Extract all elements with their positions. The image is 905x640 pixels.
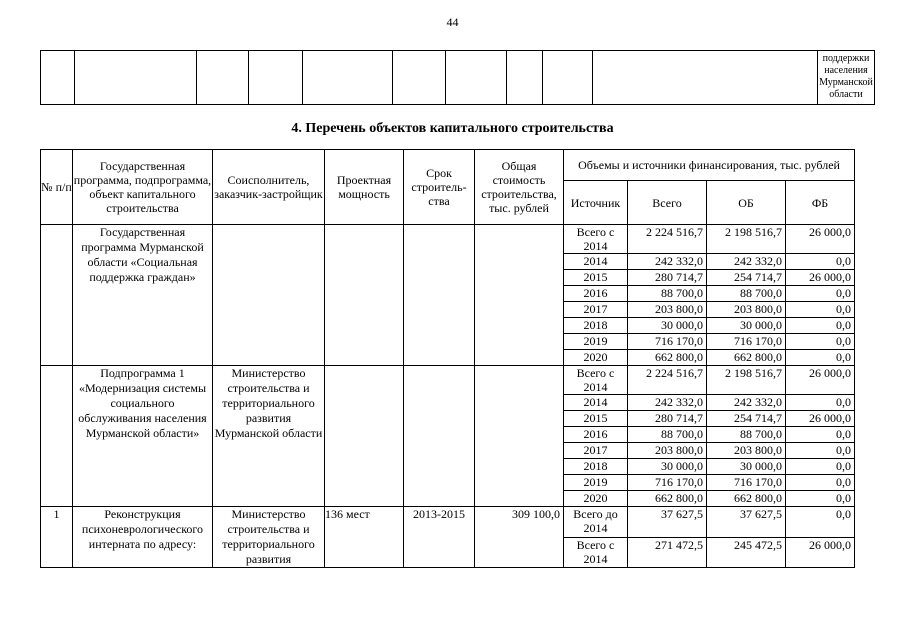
empty-cell: [393, 51, 446, 105]
cell-ob: 662 800,0: [707, 350, 786, 366]
cell-source: 2014: [564, 395, 628, 411]
cell-fb: 0,0: [786, 350, 855, 366]
cell-fb: 0,0: [786, 427, 855, 443]
cell-ob: 30 000,0: [707, 459, 786, 475]
cell-fb: 26 000,0: [786, 270, 855, 286]
cell-fb: 26 000,0: [786, 411, 855, 427]
cell-fb: 0,0: [786, 254, 855, 270]
cell-source: Всего с 2014: [564, 225, 628, 254]
header-source: Источник: [564, 181, 628, 225]
cell-ob: 88 700,0: [707, 286, 786, 302]
cell-fb: 26 000,0: [786, 225, 855, 254]
cell-total: 271 472,5: [628, 537, 707, 568]
header-contractor: Соисполнитель, заказчик-застройщик: [213, 150, 325, 225]
row-program: Подпрограмма 1 «Модернизация системы социального обслуживания населения Мурманской области»: [73, 366, 213, 507]
row-program: Реконструкция психоневрологического интерната по адресу:: [73, 507, 213, 568]
cell-ob: 203 800,0: [707, 443, 786, 459]
cell-ob: 203 800,0: [707, 302, 786, 318]
row-term: [404, 366, 475, 507]
empty-cell: [75, 51, 197, 105]
cell-total: 716 170,0: [628, 475, 707, 491]
header-num: № п/п: [41, 150, 73, 225]
cell-source: 2018: [564, 459, 628, 475]
row-contractor: [213, 225, 325, 366]
cell-total: 88 700,0: [628, 427, 707, 443]
empty-cell: [543, 51, 593, 105]
empty-cell: [249, 51, 303, 105]
table-row: [41, 366, 855, 395]
cell-total: 37 627,5: [628, 507, 707, 538]
cell-fb: 0,0: [786, 334, 855, 350]
cell-fb: 0,0: [786, 286, 855, 302]
cell-ob: 37 627,5: [707, 507, 786, 538]
section-title: 4. Перечень объектов капитального строительства: [291, 121, 614, 136]
row-term: 2013-2015: [404, 507, 475, 568]
empty-cell: [593, 51, 818, 105]
cell-total: 662 800,0: [628, 350, 707, 366]
row-num: [41, 225, 73, 366]
previous-page-table-fragment: [40, 50, 875, 105]
cell-fb: 26 000,0: [786, 537, 855, 568]
cell-ob: 242 332,0: [707, 254, 786, 270]
cell-source: 2019: [564, 334, 628, 350]
cell-source: Всего с 2014: [564, 366, 628, 395]
cell-fb: 0,0: [786, 491, 855, 507]
cell-source: 2015: [564, 270, 628, 286]
cell-source: 2016: [564, 427, 628, 443]
cell-source: 2016: [564, 286, 628, 302]
header-fb: ФБ: [786, 181, 855, 225]
cell-total: 242 332,0: [628, 395, 707, 411]
cell-source: 2020: [564, 491, 628, 507]
table-row: [41, 507, 855, 538]
cell-fb: 26 000,0: [786, 366, 855, 395]
cell-ob: 88 700,0: [707, 427, 786, 443]
header-funding-group: Объемы и источники финансирования, тыс. рублей: [564, 150, 855, 181]
cell-source: Всего до 2014: [564, 507, 628, 538]
cell-total: 280 714,7: [628, 270, 707, 286]
header-ob: ОБ: [707, 181, 786, 225]
table-row: [41, 225, 855, 254]
cell-ob: 254 714,7: [707, 411, 786, 427]
page-number: 44: [446, 15, 459, 29]
empty-cell: [507, 51, 543, 105]
cell-ob: 2 198 516,7: [707, 366, 786, 395]
cell-fb: 0,0: [786, 318, 855, 334]
cell-source: 2014: [564, 254, 628, 270]
cell-fb: 0,0: [786, 459, 855, 475]
row-total-cost: [475, 225, 564, 366]
cell-source: Всего с 2014: [564, 537, 628, 568]
empty-cell: [446, 51, 507, 105]
cell-total: 203 800,0: [628, 302, 707, 318]
row-capacity: 136 мест: [325, 507, 404, 568]
cell-ob: 245 472,5: [707, 537, 786, 568]
cell-total: 280 714,7: [628, 411, 707, 427]
cell-ob: 2 198 516,7: [707, 225, 786, 254]
cell-total: 2 224 516,7: [628, 366, 707, 395]
cell-source: 2015: [564, 411, 628, 427]
row-term: [404, 225, 475, 366]
header-program: Государственная программа, подпрограмма, объект капитального строительства: [73, 150, 213, 225]
empty-cell: [303, 51, 393, 105]
cell-ob: 716 170,0: [707, 334, 786, 350]
row-capacity: [325, 366, 404, 507]
header-total: Всего: [628, 181, 707, 225]
cell-ob: 662 800,0: [707, 491, 786, 507]
cell-total: 30 000,0: [628, 318, 707, 334]
header-term: Срок строитель-ства: [404, 150, 475, 225]
cell-total: 30 000,0: [628, 459, 707, 475]
cell-source: 2020: [564, 350, 628, 366]
empty-cell: [197, 51, 249, 105]
cell-total: 203 800,0: [628, 443, 707, 459]
row-total-cost: [475, 366, 564, 507]
empty-cell: [41, 51, 75, 105]
cell-total: 2 224 516,7: [628, 225, 707, 254]
row-program: Государственная программа Мурманской области «Социальная поддержка граждан»: [73, 225, 213, 366]
cell-total: 242 332,0: [628, 254, 707, 270]
row-contractor: Министерство строительства и территориального развития: [213, 507, 325, 568]
cell-fb: 0,0: [786, 302, 855, 318]
row-capacity: [325, 225, 404, 366]
cell-source: 2017: [564, 302, 628, 318]
cell-fb: 0,0: [786, 443, 855, 459]
cell-total: 662 800,0: [628, 491, 707, 507]
cell-ob: 254 714,7: [707, 270, 786, 286]
cell-source: 2017: [564, 443, 628, 459]
row-total-cost: 309 100,0: [475, 507, 564, 568]
header-total-cost: Общая стоимость строительства, тыс. рублей: [475, 150, 564, 225]
fragment-last-cell: поддержки населения Мурманской области: [818, 51, 875, 105]
header-capacity: Проектная мощность: [325, 150, 404, 225]
row-contractor: Министерство строительства и территориального развития Мурманской области: [213, 366, 325, 507]
row-num: [41, 366, 73, 507]
cell-fb: 0,0: [786, 507, 855, 538]
cell-total: 88 700,0: [628, 286, 707, 302]
cell-ob: 716 170,0: [707, 475, 786, 491]
cell-source: 2018: [564, 318, 628, 334]
cell-ob: 30 000,0: [707, 318, 786, 334]
cell-fb: 0,0: [786, 475, 855, 491]
capital-construction-table: [40, 149, 855, 568]
cell-source: 2019: [564, 475, 628, 491]
row-num: 1: [41, 507, 73, 568]
cell-fb: 0,0: [786, 395, 855, 411]
cell-ob: 242 332,0: [707, 395, 786, 411]
cell-total: 716 170,0: [628, 334, 707, 350]
